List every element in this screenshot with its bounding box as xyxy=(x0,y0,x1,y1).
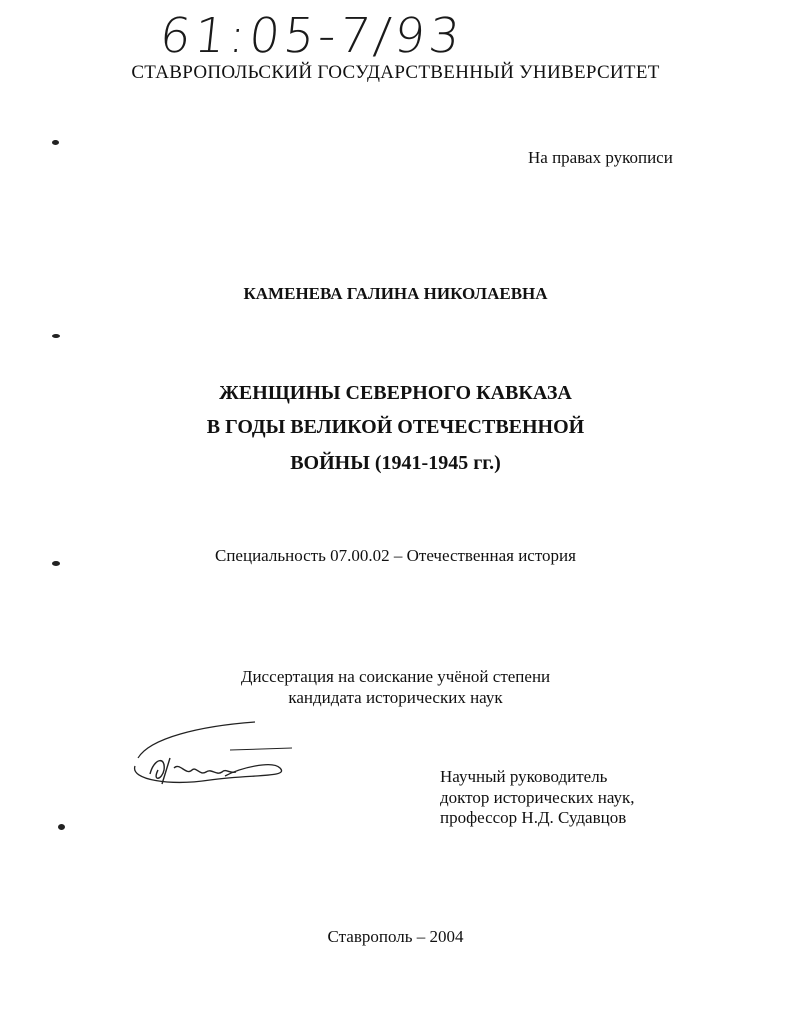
dissertation-degree-line-2: кандидата исторических наук xyxy=(288,688,503,707)
binding-hole-mark xyxy=(58,824,65,830)
handwritten-archive-number: 61:05-7/93 xyxy=(157,8,467,64)
city-year: Ставрополь – 2004 xyxy=(327,927,464,946)
specialty-line: Специальность 07.00.02 – Отечественная история xyxy=(215,546,576,565)
rights-note: На правах рукописи xyxy=(528,148,673,167)
dissertation-title-line-2: В ГОДЫ ВЕЛИКОЙ ОТЕЧЕСТВЕННОЙ xyxy=(206,416,585,438)
signature-image xyxy=(130,718,300,798)
supervisor-line-2: доктор исторических наук, xyxy=(440,788,635,807)
dissertation-title-line-3: ВОЙНЫ (1941-1945 гг.) xyxy=(290,452,501,474)
university-name: СТАВРОПОЛЬСКИЙ ГОСУДАРСТВЕННЫЙ УНИВЕРСИТЕТ xyxy=(131,62,660,83)
binding-hole-mark xyxy=(52,561,60,566)
binding-hole-mark xyxy=(52,140,59,145)
binding-hole-mark xyxy=(52,334,60,338)
dissertation-degree-line-1: Диссертация на соискание учёной степени xyxy=(240,667,551,686)
supervisor-line-3: профессор Н.Д. Судавцов xyxy=(440,808,627,827)
author-name: КАМЕНЕВА ГАЛИНА НИКОЛАЕВНА xyxy=(243,284,548,303)
supervisor-line-1: Научный руководитель xyxy=(440,767,608,786)
dissertation-title-line-1: ЖЕНЩИНЫ СЕВЕРНОГО КАВКАЗА xyxy=(219,382,572,404)
